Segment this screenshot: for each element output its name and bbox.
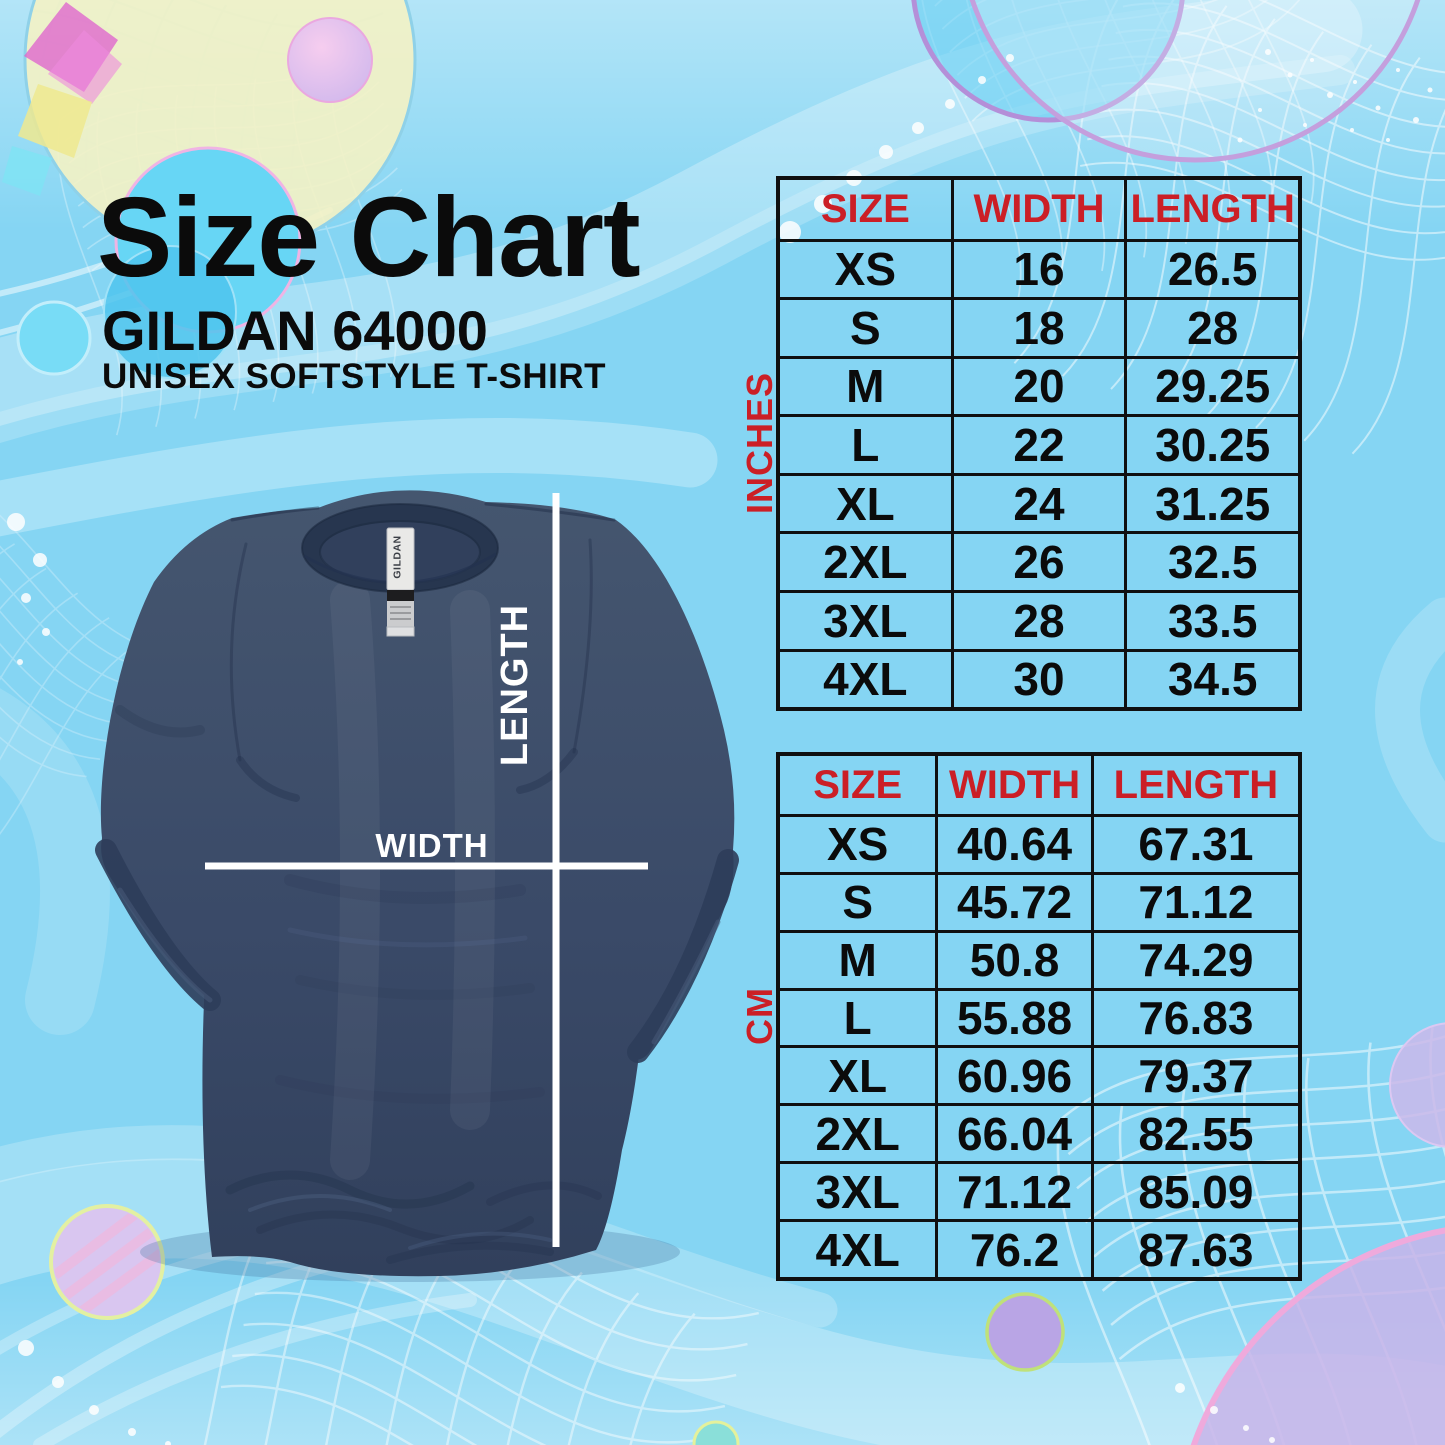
width-cell: 22 [951,417,1125,473]
size-cell: M [838,934,877,987]
size-cell: XS [834,243,897,296]
width-cell: 45.72 [935,875,1090,930]
page-title: Size Chart [97,174,640,300]
unit-label-cm: CM [739,987,780,1045]
neck-tag [387,528,414,636]
size-cell: 2XL [823,536,908,589]
table-row [780,872,1298,930]
size-cell: 2XL [815,1107,900,1160]
width-cell: 71.12 [935,1164,1090,1219]
size-cell: 4XL [815,1223,900,1276]
size-table-inches [776,176,1302,711]
size-table-cm [776,752,1302,1281]
table-row [780,930,1298,988]
table-row [780,1219,1298,1277]
width-cell: 26 [951,534,1125,590]
tshirt-photo [50,460,750,1290]
product-subtitle: UNISEX SOFTSTYLE T-SHIRT [102,357,606,396]
column-header-size: SIZE [813,762,903,807]
table-row [780,988,1298,1046]
width-cell: 16 [951,242,1125,298]
size-cell: 3XL [823,594,908,647]
size-cell: XL [835,477,895,530]
table-row [780,814,1298,872]
size-cell: S [842,876,874,929]
length-cell: 29.25 [1124,359,1298,415]
size-cell: S [849,301,881,354]
length-cell: 32.5 [1124,534,1298,590]
width-cell: 18 [951,300,1125,356]
width-label: WIDTH [375,827,489,864]
table-row [780,531,1298,590]
size-cell: 4XL [823,653,908,706]
table-body [780,239,1298,707]
column-header-width: WIDTH [935,756,1090,814]
table-row [780,473,1298,532]
table-row [780,239,1298,298]
length-cell: 79.37 [1091,1048,1298,1103]
table-row [780,1103,1298,1161]
table-row [780,649,1298,708]
length-cell: 74.29 [1091,933,1298,988]
column-header-size: SIZE [820,187,910,232]
size-cell: XL [828,1049,888,1102]
length-cell: 31.25 [1124,476,1298,532]
length-cell: 34.5 [1124,652,1298,708]
length-cell: 30.25 [1124,417,1298,473]
length-cell: 33.5 [1124,593,1298,649]
neck-tag-brand: GILDAN [391,535,404,579]
table-header-row [780,180,1298,239]
length-cell: 82.55 [1091,1106,1298,1161]
width-cell: 66.04 [935,1106,1090,1161]
table-row [780,414,1298,473]
size-cell: L [843,992,872,1044]
width-cell: 60.96 [935,1048,1090,1103]
table-body [780,814,1298,1277]
size-cell: 3XL [815,1165,900,1218]
table-row [780,1045,1298,1103]
table-row [780,297,1298,356]
width-cell: 50.8 [935,933,1090,988]
length-cell: 87.63 [1091,1222,1298,1277]
size-cell: L [851,419,880,472]
column-header-length: LENGTH [1091,756,1298,814]
tshirt-body [101,490,734,1276]
length-cell: 26.5 [1124,242,1298,298]
width-cell: 28 [951,593,1125,649]
table-header-row [780,756,1298,814]
brand-subtitle: GILDAN 64000 [102,299,488,362]
unit-label-inches: INCHES [739,371,780,515]
width-cell: 20 [951,359,1125,415]
length-cell: 28 [1124,300,1298,356]
width-cell: 24 [951,476,1125,532]
length-cell: 67.31 [1091,817,1298,872]
width-cell: 30 [951,652,1125,708]
column-header-width: WIDTH [951,180,1125,239]
table-row [780,590,1298,649]
length-label: LENGTH [494,603,536,767]
size-cell: XS [827,818,889,871]
width-cell: 40.64 [935,817,1090,872]
width-cell: 55.88 [935,991,1090,1046]
length-cell: 71.12 [1091,875,1298,930]
table-row [780,356,1298,415]
size-cell: M [846,360,885,413]
width-cell: 76.2 [935,1222,1090,1277]
length-cell: 85.09 [1091,1164,1298,1219]
table-row [780,1161,1298,1219]
column-header-length: LENGTH [1124,180,1298,239]
length-cell: 76.83 [1091,991,1298,1046]
